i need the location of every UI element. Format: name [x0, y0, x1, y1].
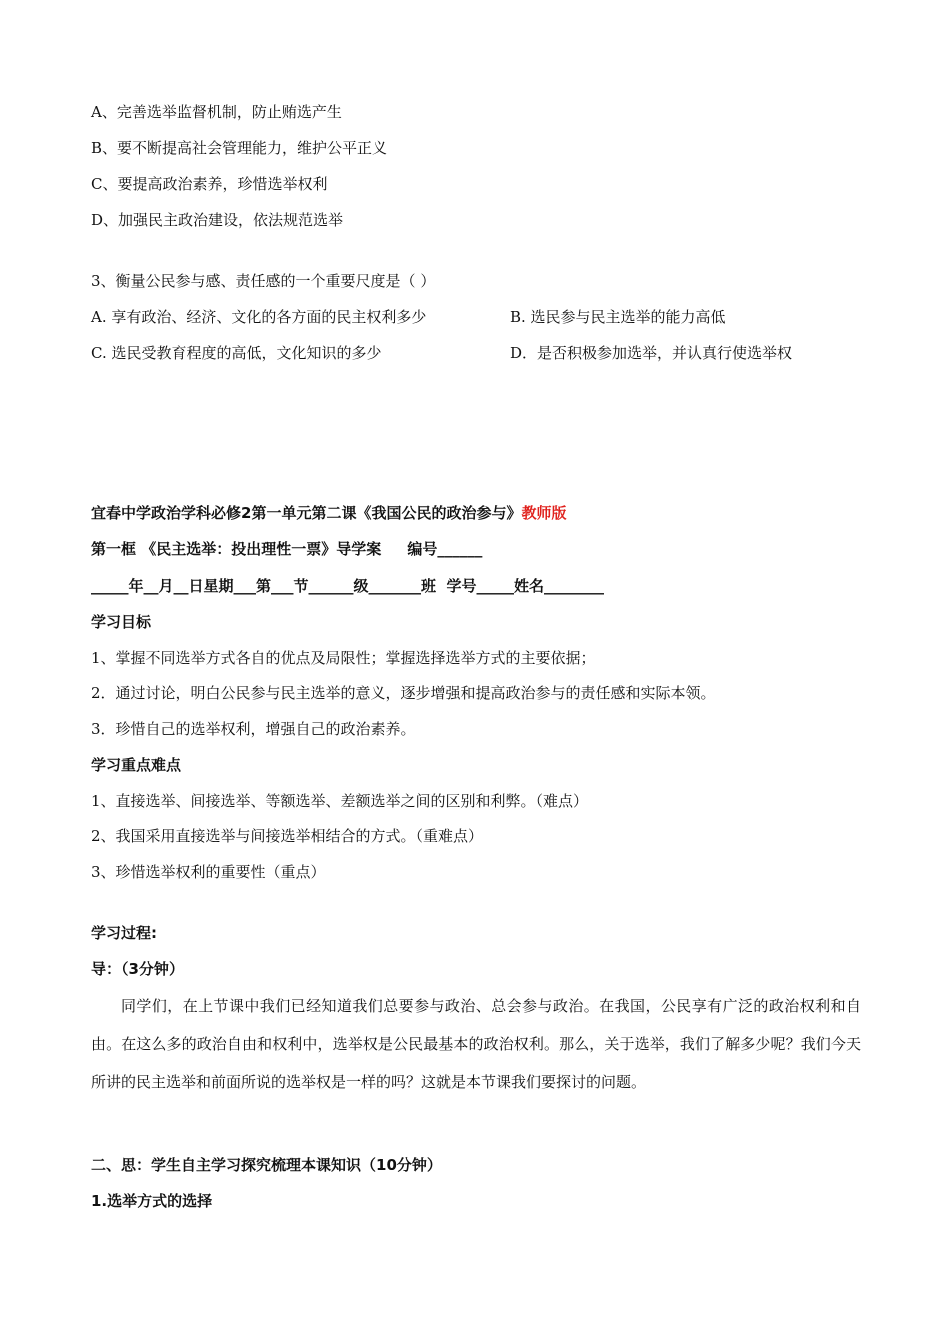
section-heading: 学习重点难点	[91, 756, 182, 774]
list-item: 1、直接选举、间接选举、等额选举、差额选举之间的区别和利弊。（难点）	[91, 792, 589, 810]
list-item: 1、掌握不同选举方式各自的优点及局限性；掌握选择选举方式的主要依据；	[91, 649, 596, 667]
question-stem: 3、衡量公民参与感、责任感的一个重要尺度是（ ）	[91, 272, 436, 290]
option-b: B、要不断提高社会管理能力，维护公平正义	[91, 139, 388, 157]
list-item: 3．珍惜自己的选举权利，增强自己的政治素养。	[91, 720, 416, 738]
option-row-2	[91, 343, 381, 363]
intro-paragraph: 同学们，在上节课中我们已经知道我们总要参与政治、总会参与政治。在我国，公民享有广泛的政治权利和自由。在这么多的政治自由和权利中，选举权是公民最基本的政治权利。那么，关于选举，我们了解多少呢？我们今天所讲的民主选举和前面所说的选举权是一样的吗？这就是本节课我们要探讨的问题。	[91, 997, 861, 1091]
guide-heading: 导：（3分钟）	[91, 960, 184, 978]
subsection-heading: 1.选举方式的选择	[91, 1192, 213, 1210]
section-heading: 学习过程:	[91, 924, 157, 942]
option-d: D．是否积极参加选举，并认真行使选举权	[510, 344, 793, 362]
teacher-edition-label: 教师版	[521, 504, 567, 522]
option-c: C. 选民受教育程度的高低，文化知识的多少	[91, 344, 382, 362]
page-title	[91, 503, 566, 523]
option-a: A. 享有政治、经济、文化的各方面的民主权利多少	[91, 308, 427, 326]
section-heading: 二、思：学生自主学习探究梳理本课知识（10分钟）	[91, 1156, 442, 1174]
option-row-1	[91, 307, 426, 327]
list-item: 2、我国采用直接选举与间接选举相结合的方式。（重难点）	[91, 827, 484, 845]
list-item: 2．通过讨论，明白公民参与民主选举的意义，逐步增强和提高政治参与的责任感和实际本领。	[91, 684, 716, 702]
list-item: 3、珍惜选举权利的重要性（重点）	[91, 863, 326, 881]
option-a: A、完善选举监督机制，防止贿选产生	[91, 103, 342, 121]
section-heading: 学习目标	[91, 613, 152, 631]
student-info-line: _____年__月__日星期___第___节______级_______班 学号_____姓名________	[91, 577, 604, 595]
title-text: 宜春中学政治学科必修2第一单元第二课《我国公民的政治参与》	[91, 504, 522, 522]
option-b: B. 选民参与民主选举的能力高低	[510, 308, 726, 326]
option-d: D、加强民主政治建设，依法规范选举	[91, 211, 344, 229]
option-c: C、要提高政治素养，珍惜选举权利	[91, 175, 328, 193]
subtitle: 第一框 《民主选举：投出理性一票》导学案 编号______	[91, 540, 483, 558]
